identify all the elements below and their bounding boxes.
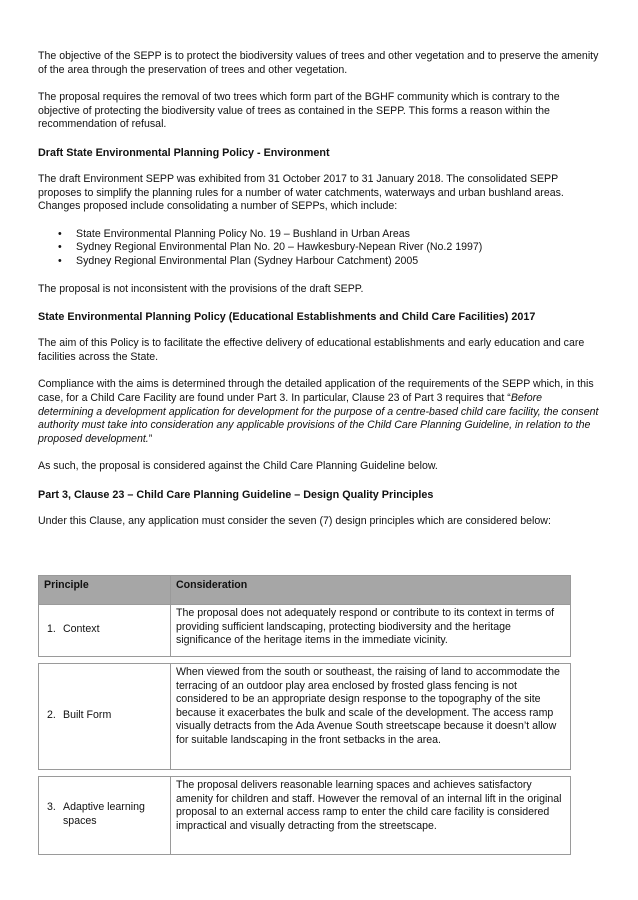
bullet-icon: • <box>58 241 62 254</box>
sepp-objective-paragraph: The objective of the SEPP is to protect the biodiversity values of trees and other vegetation and to preserve the amenity of the area through the preservation of trees and other vegetation. <box>38 50 599 76</box>
principle-cell: 3. Adaptive learning spaces <box>39 777 171 855</box>
consideration-cell: The proposal delivers reasonable learning spaces and achieves satisfactory amenity for children and staff. However the removal of an internal lift in the original proposal to an external access ramp to enter the child care facility is considered impractical and visually detracting from the streetscape. <box>171 777 571 855</box>
consideration-column-header: Consideration <box>171 576 571 605</box>
document-page <box>38 50 600 528</box>
principle-cell: 1. Context <box>39 605 171 657</box>
clause-23-quote: Before determining a development application for development for the purpose of a centre-based child care facility, the consent authority must take into consideration any applicable provisions of the Child Care Planning Guideline, in relation to the proposed development. <box>38 391 599 445</box>
draft-sepp-exhibition-paragraph: The draft Environment SEPP was exhibited from 31 October 2017 to 31 January 2018. The consolidated SEPP proposes to simplify the planning rules for a number of water catchments, waterways and urban bushland areas. Changes proposed include consolidating a number of SEPPs, which include: <box>38 172 564 213</box>
heading-educational-sepp: State Environmental Planning Policy (Educational Establishments and Child Care Facilities) 2017 <box>38 311 536 324</box>
row-spacer <box>39 657 571 664</box>
consideration-cell: The proposal does not adequately respond or contribute to its context in terms of providing sufficient landscaping, protecting biodiversity and the heritage significance of the heritage items in the immediate vicinity. <box>171 605 571 657</box>
list-item: • Sydney Regional Environmental Plan (Sydney Harbour Catchment) 2005 <box>58 254 419 267</box>
consideration-cell: When viewed from the south or southeast, the raising of land to accommodate the terracing of an outdoor play area enclosed by frosted glass fencing is not considered to be an appropriate design response to the topography of the site because it exacerbates the bulk and scale of the development. The access ramp visually detracts from the Ada Avenue South streetscape because it doesn’t allow for suitable landscaping in the front setbacks in the area. <box>171 664 571 770</box>
guideline-consideration-paragraph: As such, the proposal is considered against the Child Care Planning Guideline below. <box>38 460 438 473</box>
table-header-row <box>39 576 571 605</box>
heading-draft-environment-sepp: Draft State Environmental Planning Policy - Environment <box>38 146 330 159</box>
row-spacer <box>39 770 571 777</box>
not-inconsistent-paragraph: The proposal is not inconsistent with the provisions of the draft SEPP. <box>38 282 364 295</box>
table-row <box>39 777 571 855</box>
design-principles-table <box>38 575 571 855</box>
list-item: • State Environmental Planning Policy No. 19 – Bushland in Urban Areas <box>58 227 410 240</box>
bullet-icon: • <box>58 254 62 267</box>
tree-removal-paragraph: The proposal requires the removal of two trees which form part of the BGHF community which is contrary to the objective of protecting the biodiversity value of trees as contained in the SEPP. This forms a reason within the recommendation of refusal. <box>38 91 560 131</box>
consolidated-sepps-list <box>38 228 600 269</box>
compliance-paragraph: Compliance with the aims is determined through the detailed application of the requirements of the SEPP which, in this case, for a Child Care Facility are found under Part 3. In particular, Clause 23 of Part 3 requires that “Before determining a development application for development for the purpose of a centre-based child care facility, the consent authority must take into consideration any applicable provisions of the Child Care Planning Guideline, in relation to the proposed development.” <box>38 378 599 445</box>
heading-design-quality-principles: Part 3, Clause 23 – Child Care Planning Guideline – Design Quality Principles <box>38 488 434 501</box>
principle-cell: 2. Built Form <box>39 664 171 770</box>
table-row <box>39 605 571 657</box>
bullet-icon: • <box>58 227 62 240</box>
principle-column-header: Principle <box>39 576 171 605</box>
list-item: • Sydney Regional Environmental Plan No. 20 – Hawkesbury-Nepean River (No.2 1997) <box>58 241 483 254</box>
policy-aim-paragraph: The aim of this Policy is to facilitate the effective delivery of educational establishments and early education and care facilities across the State. <box>38 337 585 363</box>
seven-principles-paragraph: Under this Clause, any application must consider the seven (7) design principles which are considered below: <box>38 514 551 527</box>
table-row <box>39 664 571 770</box>
